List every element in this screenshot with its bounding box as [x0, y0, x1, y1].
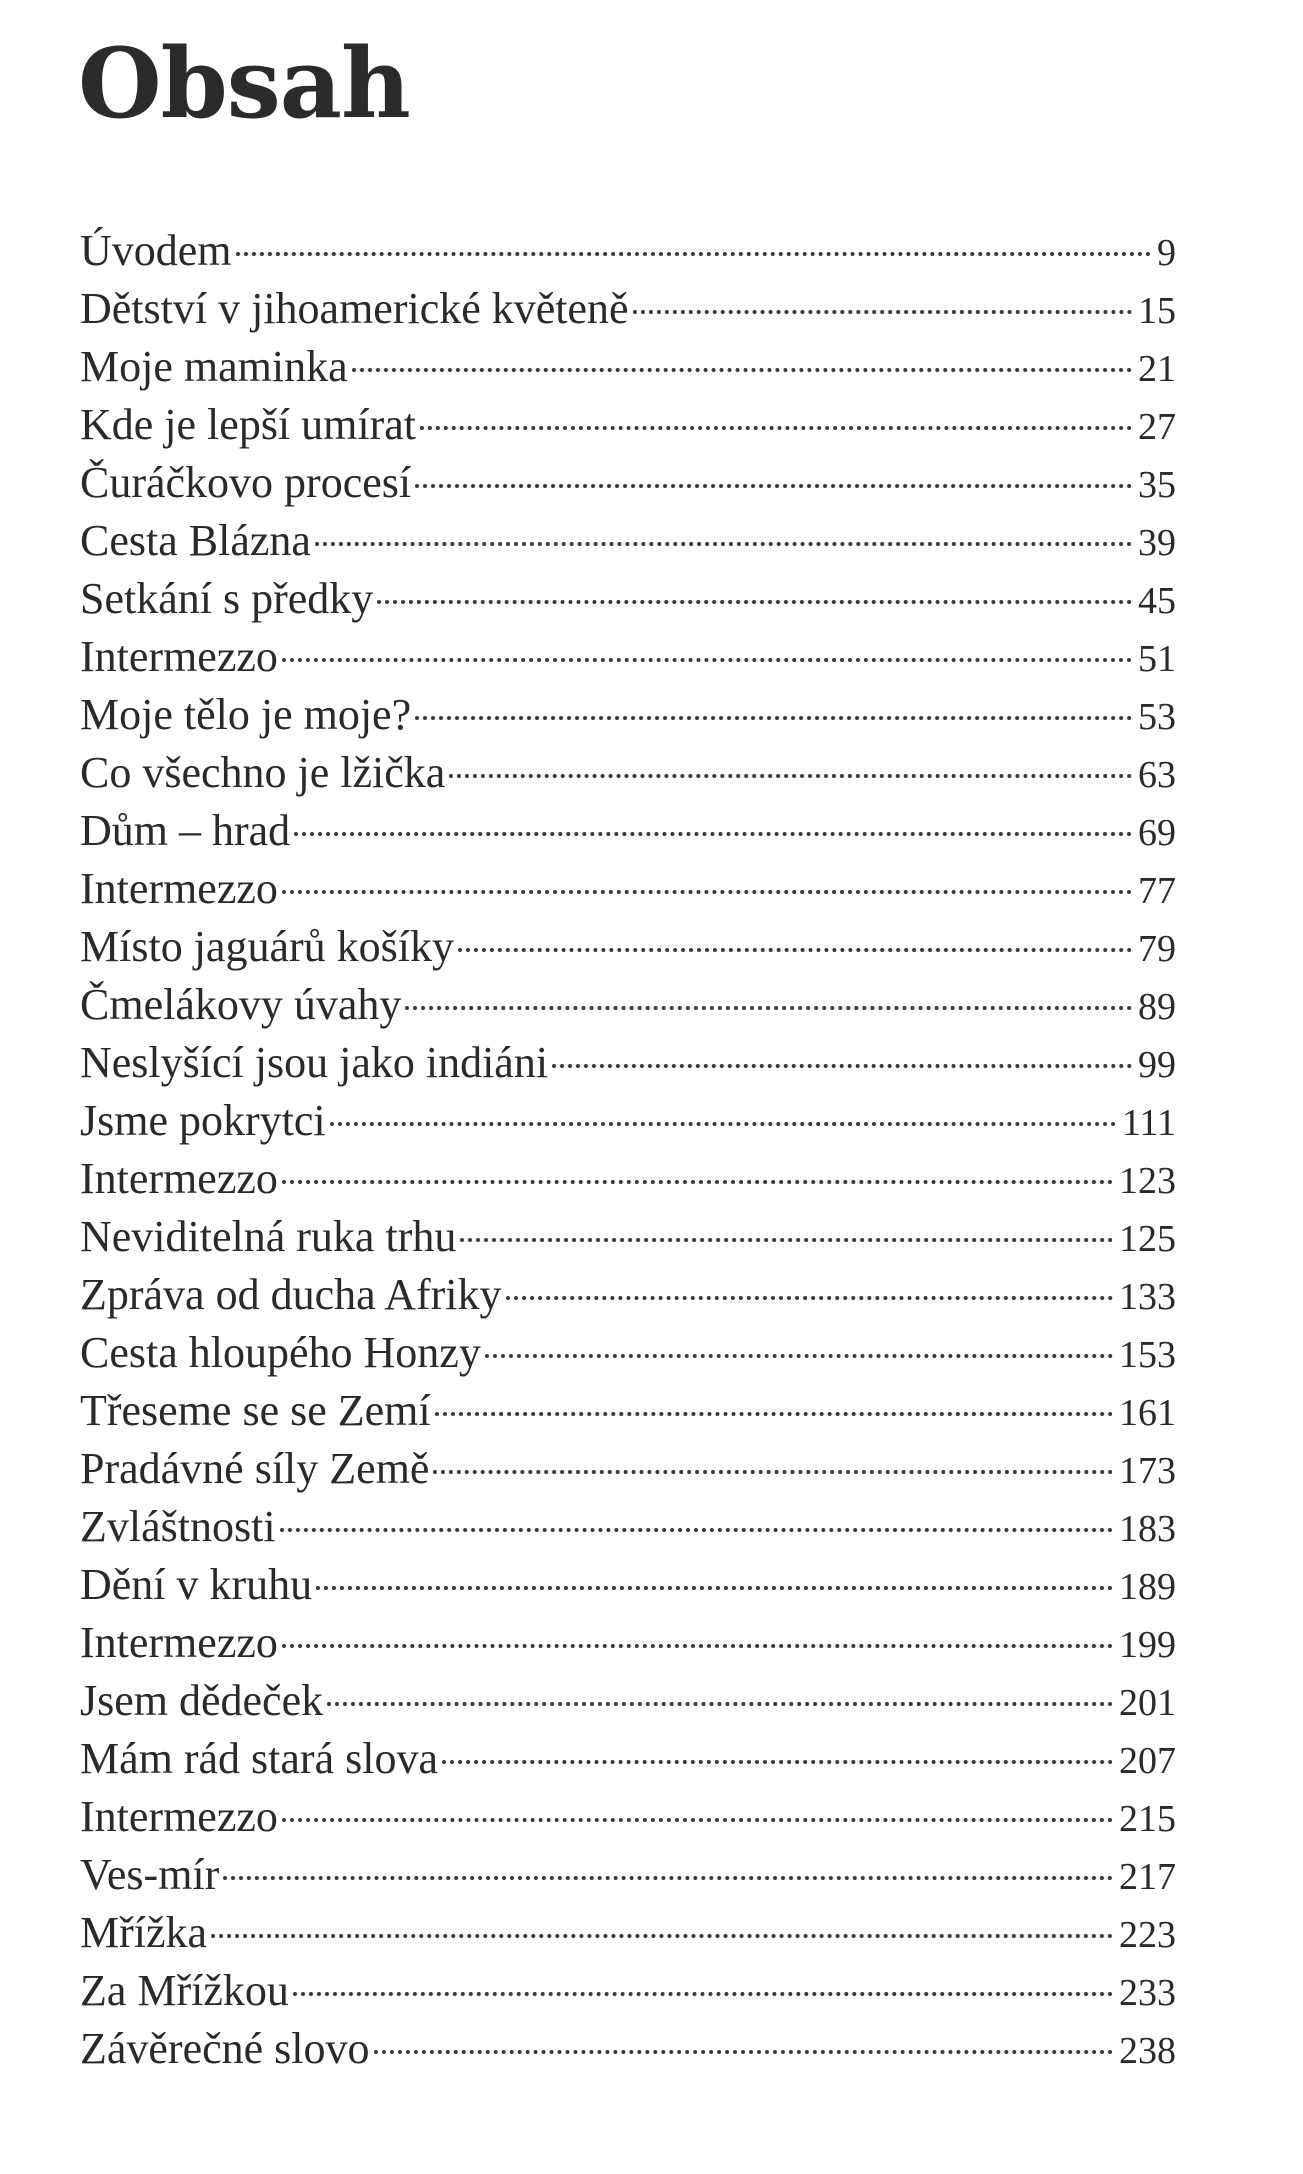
- toc-entry-page-number: 173: [1119, 1450, 1176, 1492]
- dot-leader: [458, 948, 1132, 952]
- toc-entry-page-number: 215: [1119, 1798, 1176, 1840]
- toc-entry: [80, 802, 1176, 860]
- toc-entry-title: Čuráčkovo procesí: [80, 458, 412, 507]
- toc-entry-page-number: 201: [1119, 1682, 1176, 1724]
- toc-entry: [80, 686, 1176, 744]
- toc-entry-page-number: 99: [1138, 1044, 1176, 1086]
- toc-entry-title: Moje tělo je moje?: [80, 690, 412, 739]
- toc-entry-page-number: 233: [1119, 1972, 1176, 2014]
- dot-leader: [327, 1702, 1113, 1706]
- dot-leader: [280, 1528, 1113, 1532]
- toc-entry: [80, 512, 1176, 570]
- toc-entry: [80, 1614, 1176, 1672]
- dot-leader: [405, 1006, 1132, 1010]
- dot-leader: [352, 368, 1132, 372]
- toc-entry-page-number: 123: [1119, 1160, 1176, 1202]
- dot-leader: [435, 1412, 1113, 1416]
- toc-entry-title: Neviditelná ruka trhu: [80, 1212, 457, 1261]
- toc-entry-page-number: 207: [1119, 1740, 1176, 1782]
- toc-entry-page-number: 27: [1138, 406, 1176, 448]
- dot-leader: [415, 484, 1132, 488]
- toc-entry: [80, 1556, 1176, 1614]
- toc-entry: [80, 1730, 1176, 1788]
- dot-leader: [294, 832, 1132, 836]
- dot-leader: [223, 1876, 1113, 1880]
- toc-entry: [80, 1672, 1176, 1730]
- toc-entry-page-number: 217: [1119, 1856, 1176, 1898]
- table-of-contents: [80, 222, 1176, 2078]
- toc-entry-page-number: 21: [1138, 348, 1176, 390]
- toc-entry-page-number: 125: [1119, 1218, 1176, 1260]
- dot-leader: [282, 890, 1132, 894]
- toc-entry-page-number: 183: [1119, 1508, 1176, 1550]
- dot-leader: [211, 1934, 1113, 1938]
- toc-entry-title: Jsme pokrytci: [80, 1096, 326, 1145]
- dot-leader: [316, 1586, 1113, 1590]
- dot-leader: [377, 600, 1132, 604]
- toc-entry-title: Dům – hrad: [80, 806, 291, 855]
- dot-leader: [236, 252, 1151, 256]
- toc-entry-title: Místo jaguárů košíky: [80, 922, 454, 971]
- toc-entry: [80, 338, 1176, 396]
- toc-entry: [80, 1904, 1176, 1962]
- toc-entry: [80, 1324, 1176, 1382]
- toc-entry-page-number: 77: [1138, 870, 1176, 912]
- dot-leader: [433, 1470, 1113, 1474]
- toc-entry: [80, 744, 1176, 802]
- toc-entry-page-number: 238: [1119, 2030, 1176, 2072]
- toc-entry-title: Intermezzo: [80, 1618, 278, 1667]
- toc-entry-title: Mám rád stará slova: [80, 1734, 438, 1783]
- page-title: Obsah: [78, 27, 410, 140]
- dot-leader: [330, 1122, 1116, 1126]
- toc-entry-page-number: 89: [1138, 986, 1176, 1028]
- toc-entry-title: Pradávné síly Země: [80, 1444, 430, 1493]
- toc-entry: [80, 454, 1176, 512]
- toc-entry-page-number: 69: [1138, 812, 1176, 854]
- toc-entry: [80, 1440, 1176, 1498]
- toc-entry-title: Dění v kruhu: [80, 1560, 313, 1609]
- toc-entry-page-number: 63: [1138, 754, 1176, 796]
- toc-entry-page-number: 45: [1138, 580, 1176, 622]
- toc-entry: [80, 280, 1176, 338]
- dot-leader: [293, 1992, 1113, 1996]
- dot-leader: [449, 774, 1132, 778]
- toc-entry-page-number: 51: [1138, 638, 1176, 680]
- toc-entry-title: Třeseme se se Zemí: [80, 1386, 431, 1435]
- toc-entry-title: Jsem dědeček: [80, 1676, 324, 1725]
- toc-entry-page-number: 35: [1138, 464, 1176, 506]
- toc-entry: [80, 1034, 1176, 1092]
- toc-entry-page-number: 39: [1138, 522, 1176, 564]
- toc-entry-title: Čmelákovy úvahy: [80, 980, 402, 1029]
- dot-leader: [485, 1354, 1113, 1358]
- dot-leader: [282, 1644, 1113, 1648]
- toc-entry-title: Co všechno je lžička: [80, 748, 446, 797]
- toc-entry-title: Intermezzo: [80, 864, 278, 913]
- toc-entry-title: Úvodem: [80, 226, 232, 275]
- dot-leader: [282, 658, 1132, 662]
- toc-entry-page-number: 53: [1138, 696, 1176, 738]
- toc-entry-title: Zvláštnosti: [80, 1502, 276, 1551]
- toc-entry-page-number: 111: [1121, 1102, 1176, 1144]
- toc-entry: [80, 222, 1176, 280]
- toc-entry-title: Kde je lepší umírat: [80, 400, 417, 449]
- toc-entry-title: Dětství v jihoamerické květeně: [80, 284, 629, 333]
- toc-entry: [80, 570, 1176, 628]
- toc-entry-page-number: 9: [1157, 232, 1176, 274]
- dot-leader: [552, 1064, 1132, 1068]
- toc-entry: [80, 1788, 1176, 1846]
- dot-leader: [374, 2050, 1113, 2054]
- toc-entry-title: Zpráva od ducha Afriky: [80, 1270, 502, 1319]
- toc-entry-page-number: 223: [1119, 1914, 1176, 1956]
- toc-entry-title: Cesta hloupého Honzy: [80, 1328, 481, 1377]
- toc-entry-title: Moje maminka: [80, 342, 348, 391]
- toc-entry: [80, 860, 1176, 918]
- dot-leader: [282, 1180, 1113, 1184]
- dot-leader: [282, 1818, 1113, 1822]
- dot-leader: [315, 542, 1132, 546]
- toc-entry-page-number: 161: [1119, 1392, 1176, 1434]
- toc-entry-page-number: 79: [1138, 928, 1176, 970]
- toc-entry: [80, 396, 1176, 454]
- toc-entry-title: Ves-mír: [80, 1850, 220, 1899]
- toc-entry-title: Intermezzo: [80, 1792, 278, 1841]
- toc-entry-page-number: 15: [1138, 290, 1176, 332]
- toc-entry-title: Setkání s předky: [80, 574, 374, 623]
- toc-entry-title: Intermezzo: [80, 632, 278, 681]
- toc-entry-title: Intermezzo: [80, 1154, 278, 1203]
- toc-entry-title: Cesta Blázna: [80, 516, 311, 565]
- dot-leader: [460, 1238, 1113, 1242]
- toc-entry: [80, 1382, 1176, 1440]
- toc-entry-page-number: 189: [1119, 1566, 1176, 1608]
- toc-entry: [80, 2020, 1176, 2078]
- toc-entry: [80, 976, 1176, 1034]
- toc-entry-title: Závěrečné slovo: [80, 2024, 370, 2073]
- dot-leader: [506, 1296, 1113, 1300]
- toc-entry: [80, 918, 1176, 976]
- toc-entry: [80, 1092, 1176, 1150]
- toc-entry: [80, 1150, 1176, 1208]
- toc-entry-page-number: 133: [1119, 1276, 1176, 1318]
- dot-leader: [420, 426, 1132, 430]
- dot-leader: [442, 1760, 1113, 1764]
- toc-entry: [80, 1962, 1176, 2020]
- toc-entry-title: Za Mřížkou: [80, 1966, 289, 2015]
- toc-entry: [80, 1498, 1176, 1556]
- toc-entry: [80, 1266, 1176, 1324]
- toc-entry: [80, 1208, 1176, 1266]
- toc-entry-page-number: 153: [1119, 1334, 1176, 1376]
- toc-entry-page-number: 199: [1119, 1624, 1176, 1666]
- toc-entry: [80, 1846, 1176, 1904]
- toc-entry: [80, 628, 1176, 686]
- dot-leader: [415, 716, 1132, 720]
- dot-leader: [633, 310, 1132, 314]
- toc-entry-title: Neslyšící jsou jako indiáni: [80, 1038, 549, 1087]
- toc-entry-title: Mřížka: [80, 1908, 208, 1957]
